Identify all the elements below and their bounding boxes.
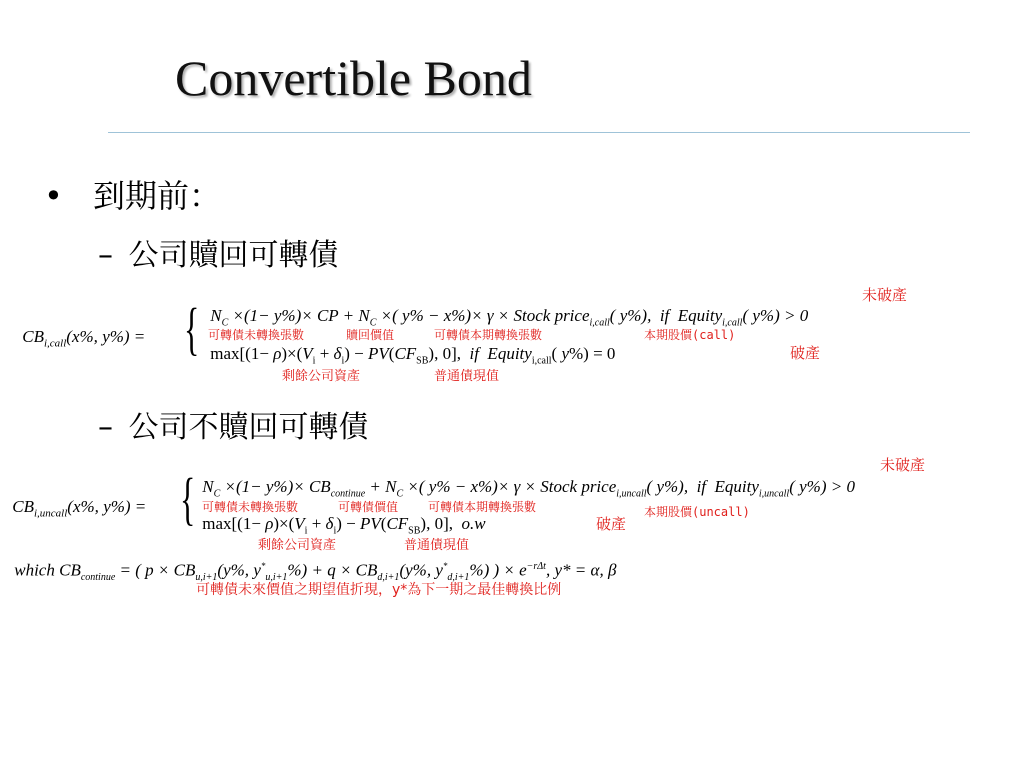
sub-dash: – [98, 410, 113, 445]
bullet-marker: • [44, 177, 63, 215]
formula-lhs-uncall: $CB_{i,uncall}(x\%$, y%) = [12, 497, 147, 520]
formula-brace: { [184, 296, 200, 361]
annotation-cb-value: 可轉債價值 [338, 500, 399, 514]
bullet-text: 到期前： [93, 177, 222, 215]
subheading-uncall [98, 408, 369, 448]
sub-text: 公司不贖回可轉債 [128, 410, 369, 445]
annotation-stock-price-call: 本期股價(call) [644, 328, 736, 342]
formula-call-case1: $N_C \times(1- y\%)\times$ CP + $N_C$ ×( y% − x%)× γ × Stock price$_{i,call}$( y%), if Equity$_{i,call}$( y%) > 0 [210, 306, 809, 329]
formula-uncall-case2: $\max[(1- \rho)\times(V_i + \delta_i) - PV(CF_{SB})$, 0], o.w [198, 514, 486, 537]
subheading-call [98, 236, 339, 276]
formula-call-case2: $\max[(1- \rho)\times(V_i + \delta_i) - PV(CF_{SB})$, 0], if Equity$_{i,call}$( y%) = 0 [206, 344, 616, 367]
sub-dash: – [98, 238, 113, 273]
sub-text: 公司贖回可轉債 [128, 238, 339, 273]
case-note-bankrupt: 破產 [790, 344, 821, 362]
slide-title: Convertible Bond [175, 50, 532, 106]
annotation-straight-bond-pv: 普通債現值 [404, 538, 470, 553]
case-note-not-bankrupt: 未破產 [862, 286, 908, 304]
bullet-item [44, 176, 221, 216]
title-divider [108, 132, 970, 133]
formula-uncall-case1: $N_C \times(1- y\%)\times CB_{continue} + N_C$ ×( y% − x%)× γ × Stock price$_{i,uncall}$( y%), if Equity$_{i,uncall}$( y%) > 0 [202, 477, 855, 500]
annotation-unconverted: 可轉債未轉換張數 [202, 500, 299, 514]
annotation-remaining-assets: 剩餘公司資產 [282, 369, 361, 384]
annotation-unconverted: 可轉債未轉換張數 [208, 328, 305, 342]
annotation-stock-price-uncall: 本期股價(uncall) [644, 505, 750, 519]
annotation-call-value: 贖回價值 [346, 328, 395, 342]
formula-brace: { [180, 466, 196, 531]
formula-lhs-call: $CB_{i,call}(x\%$, y%) = [22, 327, 146, 350]
annotation-remaining-assets: 剩餘公司資產 [258, 538, 337, 553]
annotation-converted: 可轉債本期轉換張數 [428, 500, 537, 514]
formula-which-cb-continue: which $CB_{continue}$ = ( $p \times CB_{u,i+1}(y\%$, $y^*_{u,i+1}\%) + q \times CB_{d,i+1}(y\%$, $y^*_{d,i+1}\%$) ) × $e^{-r\Delta t}$, y* = α, β [10, 560, 617, 584]
annotation-expected-value: 可轉債未來價值之期望值折現，y*為下一期之最佳轉換比例 [196, 582, 562, 598]
case-note-bankrupt: 破產 [596, 515, 627, 533]
case-note-not-bankrupt: 未破產 [880, 456, 926, 474]
annotation-converted: 可轉債本期轉換張數 [434, 328, 543, 342]
annotation-straight-bond-pv: 普通債現值 [434, 369, 500, 384]
